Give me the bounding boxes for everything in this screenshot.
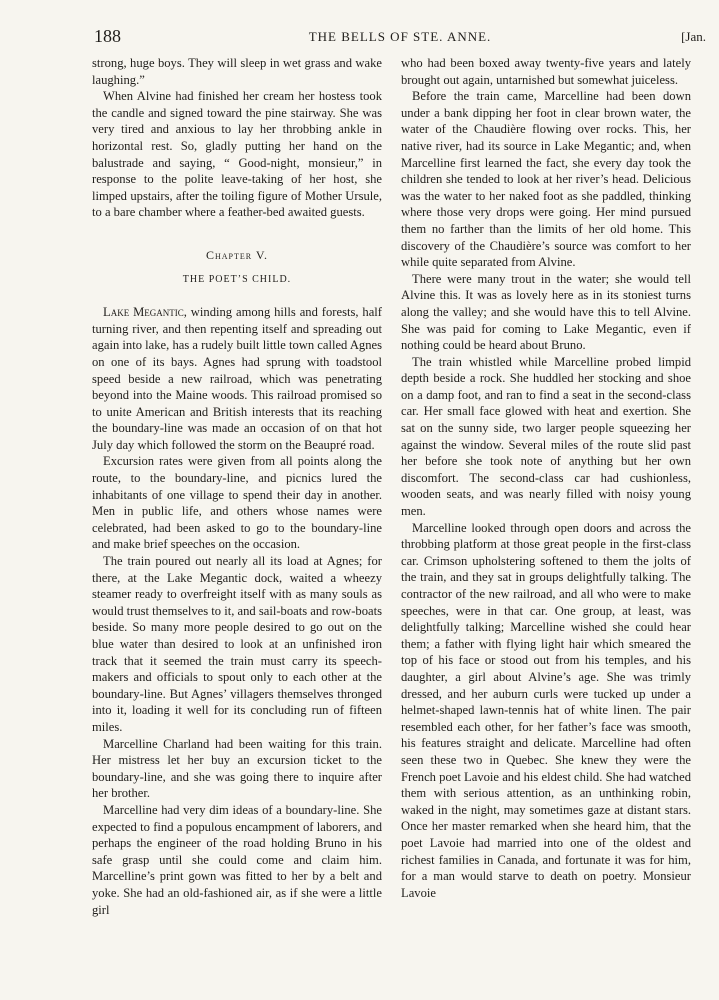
running-header [94, 26, 706, 50]
paragraph: Marcelline looked through open doors and across the throbbing platform at those great people in the first-class car. Crimson upholstering softened to them the jolts of the train, and they sat in groups delightfully talking. The contractor of the new railroad, and all who were to make speeches, were in that car. One group, at least, was delightfully talking; Marcelline wished she could hear them; a father with flying light hair which smeared the top of his face or stood out from his temples, and his daughter, a girl about Alvine’s age. She was trimly dressed, and her auburn curls were tucked up under a helmet-shaped lawn-tennis hat of white linen. The pair resembled each other, for her father’s face was smooth, his features straight and delicate. Marcelline had often seen these two in Quebec. She knew they were the French poet Lavoie and his eldest child. She had watched them with serious attention, as an unthinking robin, waked in the night, may sometimes gaze at distant stars. Once her master remarked when she heard him, that the poet Lavoie had married into one of the oldest and richest families in Canada, and fortunate it was for him, for a man would starve to death on poetry. Monsieur Lavoie [401, 520, 691, 900]
chapter-title: THE POET’S CHILD. [182, 273, 292, 285]
paragraph-lead: Lake Megantic, [103, 305, 187, 320]
paragraph: When Alvine had finished her cream her hostess took the candle and signed toward the pine stairway. She was very tired and anxious to lay her throbbing ankle in horizontal rest. So, gladly putting her hand on the balustrade and saying, “ Good-night, monsieur,” in response to the polite leave-taking of her host, she limped upstairs, after the toiling figure of Mother Ursule, to a bare chamber where a feather-bed awaited guests. [92, 89, 382, 220]
paragraph: The train poured out nearly all its load at Agnes; for there, at the Lake Megantic dock, waited a wheezy steamer ready to overfreight itself with as many souls as would trust themselves to it, and sail-boats and row-boats beside. So many more people desired to go out on the blue water than desired to look at an unfinished iron track that it seemed the train must carry its speech-makers and officials to spout only to each other at the boundary-line. But Agnes’ villagers themselves thronged into it, loading it well for its concluding run of fifteen miles. [92, 554, 382, 734]
running-title: THE BELLS OF STE. ANNE. [308, 29, 492, 44]
paragraph: Marcelline Charland had been waiting for this train. Her mistress let her buy an excursion ticket to the boundary-line, and she was going there to inquire after her brother. [92, 736, 382, 801]
paragraph-text: winding among hills and forests, half turning river, and then repenting itself and spreading out again into lake, has a rudely built little town called Agnes on one of its bays. Agnes had sprung with toadstool speed beside a new railroad, which was penetrating beyond into the Maine woods. This railroad promised so to unite American and British interests that its reaching the boundary-line was made an occasion of on that hot July day which followed the storm on the Beaupré road. [92, 305, 382, 452]
page-number: 188 [94, 26, 121, 46]
paragraph: The train whistled while Marcelline probed limpid depth beside a rock. She huddled her stocking and shoe on a damp foot, and ran to find a seat in the second-class car. Her small face glowed with heat and exertion. She sat on the sunny side, two larger people squeezing her against the window. Several miles of the route slid past her before she took note of anything but her own discomfort. The second-class car had cushionless, wooden seats, and was nearly filled with noisy young men. [401, 354, 691, 519]
paragraph: There were many trout in the water; she would tell Alvine this. It was as lovely here as in its stoniest turns along the valley; and she would have this to tell Alvine. She was paid for coming to Lake Megantic, even if nothing could be heard about Bruno. [401, 271, 691, 353]
paragraph: strong, huge boys. They will sleep in wet grass and wake laughing.” [92, 56, 382, 87]
chapter-heading: Chapter V. [205, 247, 269, 262]
right-column [401, 55, 691, 901]
paragraph: Excursion rates were given from all points along the route, to the boundary-line, and picnics lured the inhabitants of one village to spend their day in another. Men in public life, and others whose names were celebrated, had been asked to go to the boundary-line and make brief speeches on the occasion. [92, 454, 382, 552]
paragraph: who had been boxed away twenty-five years and lately brought out again, untarnished but somewhat juiceless. [401, 56, 691, 87]
left-column [92, 55, 382, 918]
paragraph: Marcelline had very dim ideas of a boundary-line. She expected to find a populous encampment of laborers, and perhaps the engineer of the road holding Bruno in his safe grasp until she could come and claim him. Marcelline’s print gown was fitted to her by a belt and yoke. She had an old-fashioned air, as if she were a little girl [92, 802, 382, 917]
paragraph: Before the train came, Marcelline had been down under a bank dipping her foot in clear brown water, the water of the Chaudière flowing over rocks. This, her native river, had its source in Lake Megantic; and, when Marcelline first learned the fact, she every day took the children she tended to look at her river’s head. Delicious was the water to her naked foot as she paddled, thinking where those very drops were going. Her mind pursued them no farther than the limits of her old home. This discovery of the Chaudière’s source was comfort to her while quite separated from Alvine. [401, 89, 691, 270]
paragraph [92, 304, 382, 453]
issue-month: [Jan. [681, 29, 706, 44]
